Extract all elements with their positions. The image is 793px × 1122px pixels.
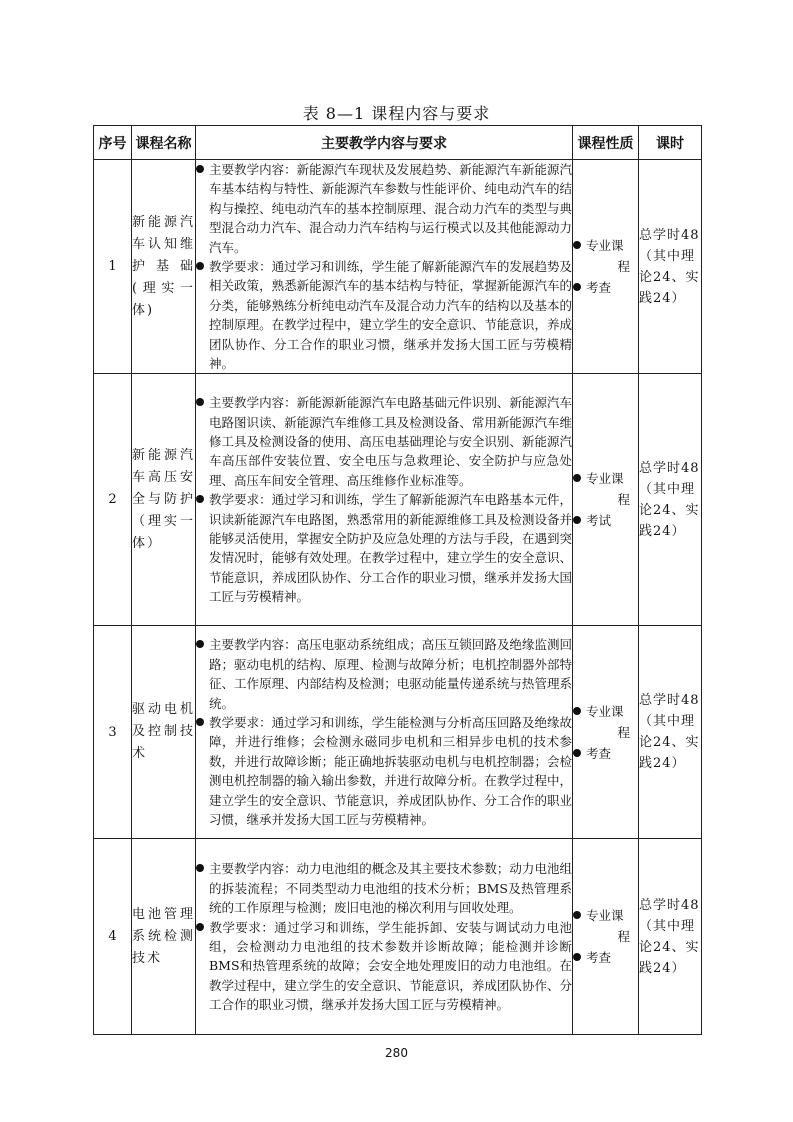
course-nature	[573, 374, 639, 626]
header-nature: 课程性质	[573, 126, 639, 160]
course-nature	[573, 626, 639, 839]
bullet-icon	[196, 640, 204, 648]
assessment-type: 考试	[586, 513, 612, 529]
content-main: 主要教学内容：新能源新能源汽车电路基础元件识别、新能源汽车电路图识读、新能源汽车维修工具及检测设备、常用新能源汽车维修工具及检测设备的使用、高压电基础理论与安全识别、新能源汽车高压部件安装位置、安全电压与急救理论、安全防护与应急处理、高压车间安全管理、高压维修作业标准等。	[196, 393, 572, 490]
nature-type-cont: 程	[617, 929, 630, 945]
course-name: 电池管理系统检测技术	[132, 839, 196, 1035]
row-seq: 3	[94, 626, 132, 839]
row-seq: 4	[94, 839, 132, 1035]
row-seq: 1	[94, 160, 132, 374]
assessment-type: 考查	[586, 280, 612, 296]
header-hours: 课时	[639, 126, 702, 160]
course-nature	[573, 160, 639, 374]
table-row	[94, 839, 702, 1035]
bullet-icon	[573, 516, 581, 524]
course-nature	[573, 839, 639, 1035]
table-row	[94, 160, 702, 374]
nature-type-cont: 程	[617, 492, 630, 508]
bullet-icon	[573, 749, 581, 757]
course-content	[196, 626, 573, 839]
page-number: 280	[385, 1046, 408, 1060]
row-seq: 2	[94, 374, 132, 626]
bullet-icon	[196, 923, 204, 931]
nature-type-cont: 程	[617, 259, 630, 275]
nature-type: 专业课	[586, 238, 624, 254]
table-caption: 表 8—1 课程内容与要求	[302, 104, 491, 123]
course-content	[196, 160, 573, 374]
content-requirement: 教学要求：通过学习和训练，学生了解新能源汽车电路基本元件，识读新能源汽车电路图，熟悉常用的新能源维修工具及检测设备并能够灵活使用，掌握安全防护及应急处理的方法与手段，在遇到突发情况时，能够有效处理。在教学过程中，建立学生的安全意识、节能意识，养成团队协作、分工合作的职业习惯，继承并发扬大国工匠与劳模精神。	[196, 490, 572, 606]
header-name: 课程名称	[132, 126, 196, 160]
content-main: 主要教学内容：高压电驱动系统组成；高压互锁回路及绝缘监测回路；驱动电机的结构、原理、检测与故障分析；电机控制器外部特征、工作原理、内部结构及检测；电驱动能量传递系统与热管理系统。	[196, 635, 572, 713]
content-requirement: 教学要求：通过学习和训练，学生能检测与分析高压回路及绝缘故障，并进行维修；会检测永磁同步电机和三相异步电机的技术参数，并进行故障诊断；能正确地拆装驱动电机与电机控制器；会检测电机控制器的输入输出参数，并进行故障分析。在教学过程中，建立学生的安全意识、节能意识，养成团队协作、分工合作的职业习惯，继承并发扬大国工匠与劳模精神。	[196, 713, 572, 829]
course-name: 新能源汽车高压安全与防护（理实一体）	[132, 374, 196, 626]
bullet-icon	[573, 283, 581, 291]
course-hours: 总学时48（其中理论24、实践24）	[639, 839, 702, 1035]
content-main: 主要教学内容：新能源汽车现状及发展趋势、新能源汽车新能源汽车基本结构与特性、新能源汽车参数与性能评价、纯电动汽车的结构与操控、纯电动汽车的基本控制原理、混合动力汽车的类型与典型混合动力汽车、混合动力汽车结构与运行模式以及其他能源动力汽车。	[196, 160, 572, 257]
bullet-icon	[196, 398, 204, 406]
course-name: 驱动电机及控制技术	[132, 626, 196, 839]
bullet-icon	[573, 953, 581, 961]
table-row	[94, 374, 702, 626]
bullet-icon	[196, 495, 204, 503]
content-requirement: 教学要求：通过学习和训练，学生能了解新能源汽车的发展趋势及相关政策，熟悉新能源汽车的基本结构与特征，掌握新能源汽车的分类，能够熟练分析纯电动汽车及混合动力汽车的结构以及基本的控制原理。在教学过程中，建立学生的安全意识、节能意识，养成团队协作、分工合作的职业习惯，继承并发扬大国工匠与劳模精神。	[196, 257, 572, 373]
bullet-icon	[196, 864, 204, 872]
course-content	[196, 839, 573, 1035]
header-content: 主要教学内容与要求	[196, 126, 573, 160]
bullet-icon	[573, 241, 581, 249]
nature-type: 专业课	[586, 471, 624, 487]
bullet-icon	[196, 165, 204, 173]
course-hours: 总学时48（其中理论24、实践24）	[639, 160, 702, 374]
course-name: 新能源汽车认知维护基础(理实一体)	[132, 160, 196, 374]
header-seq: 序号	[94, 126, 132, 160]
course-table	[93, 125, 702, 1035]
bullet-icon	[573, 911, 581, 919]
nature-type: 专业课	[586, 703, 624, 719]
nature-type: 专业课	[586, 908, 624, 924]
bullet-icon	[196, 262, 204, 270]
nature-type-cont: 程	[617, 724, 630, 740]
bullet-icon	[573, 474, 581, 482]
course-content	[196, 374, 573, 626]
bullet-icon	[573, 707, 581, 715]
header-row	[94, 126, 702, 160]
content-main: 主要教学内容：动力电池组的概念及其主要技术参数；动力电池组的拆装流程；不同类型动力电池组的技术分析；BMS及热管理系统的工作原理与检测；废旧电池的梯次利用与回收处理。	[196, 859, 572, 917]
assessment-type: 考查	[586, 950, 612, 966]
table-row	[94, 626, 702, 839]
bullet-icon	[196, 718, 204, 726]
content-requirement: 教学要求：通过学习和训练，学生能拆卸、安装与调试动力电池组，会检测动力电池组的技术参数并诊断故障；能检测并诊断BMS和热管理系统的故障；会安全地处理废旧的动力电池组。在教学过程中，建立学生的安全意识、节能意识，养成团队协作、分工合作的职业习惯，继承并发扬大国工匠与劳模精神。	[196, 918, 572, 1015]
course-hours: 总学时48（其中理论24、实践24）	[639, 626, 702, 839]
course-hours: 总学时48（其中理论24、实践24）	[639, 374, 702, 626]
assessment-type: 考查	[586, 745, 612, 761]
